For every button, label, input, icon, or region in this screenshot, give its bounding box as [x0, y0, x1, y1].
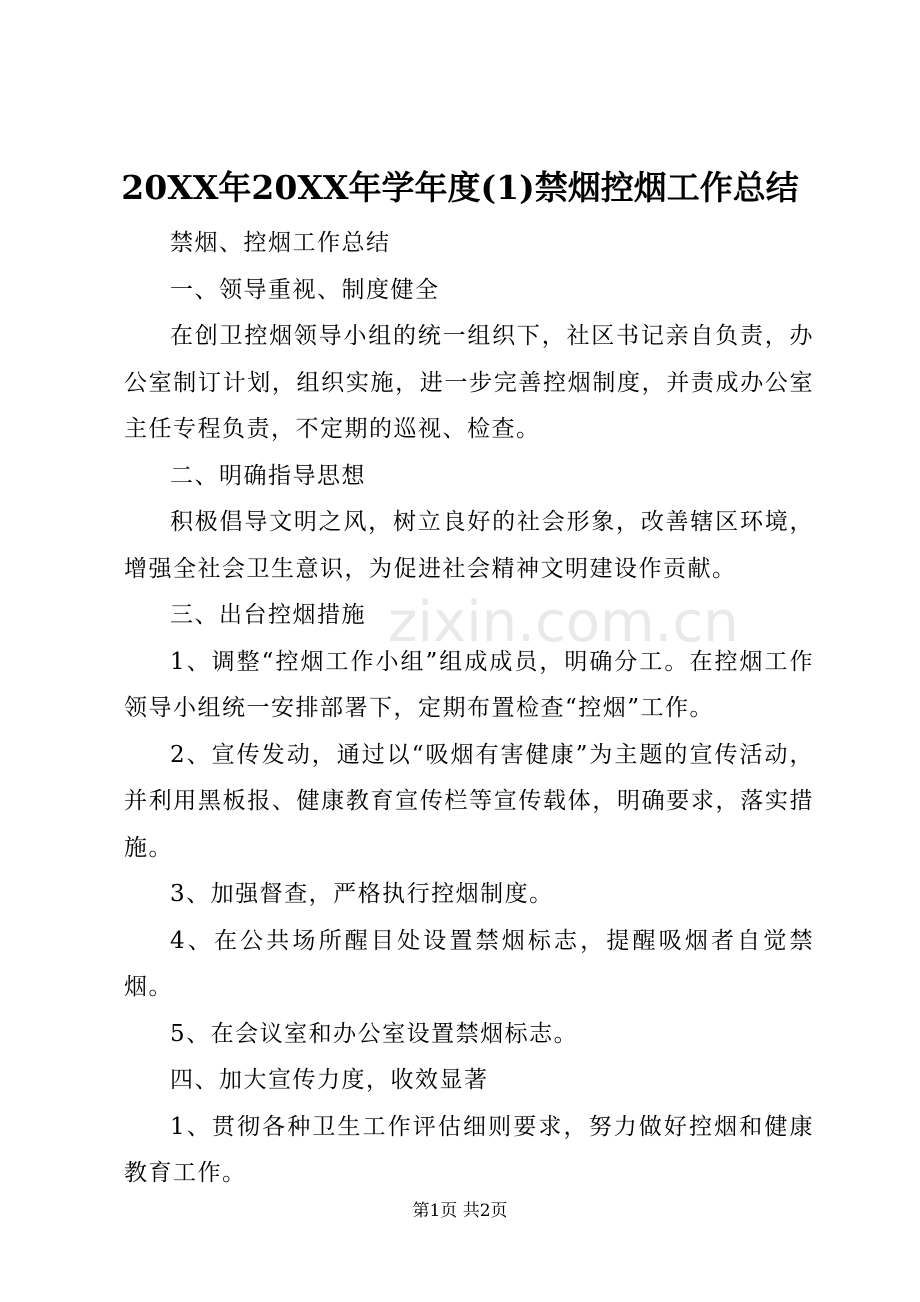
- paragraph: 积极倡导文明之风，树立良好的社会形象，改善辖区环境，增强全社会卫生意识，为促进社会精神文明建设作贡献。: [124, 509, 814, 582]
- list-item: 5、在会议室和办公室设置禁烟标志。: [170, 1020, 579, 1047]
- document-title: 20XX年20XX年学年度(1)禁烟控烟工作总结: [121, 168, 799, 207]
- list-item: 4、在公共场所醒目处设置禁烟标志，提醒吸烟者自觉禁烟。: [124, 927, 814, 1000]
- page-number-footer: 第1页 共2页: [412, 1201, 508, 1221]
- watermark-text: zixin.com.cn: [388, 590, 739, 655]
- section-heading-2: 二、明确指导思想: [170, 462, 366, 489]
- section-heading-1: 一、领导重视、制度健全: [170, 276, 440, 303]
- list-item: 1、贯彻各种卫生工作评估细则要求，努力做好控烟和健康教育工作。: [124, 1113, 814, 1186]
- document-body: [124, 220, 814, 1197]
- list-item: 2、宣传发动，通过以“吸烟有害健康”为主题的宣传活动，并利用黑板报、健康教育宣传栏等宣传载体，明确要求，落实措施。: [124, 741, 814, 861]
- list-item: 3、加强督查，严格执行控烟制度。: [170, 881, 554, 907]
- section-heading-4: 四、加大宣传力度，收效显著: [170, 1067, 489, 1093]
- paragraph: 在创卫控烟领导小组的统一组织下，社区书记亲自负责，办公室制订计划，组织实施，进一步完善控烟制度，并责成办公室主任专程负责，不定期的巡视、检查。: [124, 323, 814, 442]
- section-heading-3: 三、出台控烟措施: [170, 602, 366, 628]
- list-item: 1、调整“控烟工作小组”组成成员，明确分工。在控烟工作领导小组统一安排部署下，定期布置检查“控烟”工作。: [124, 648, 814, 721]
- paragraph-heading: 禁烟、控烟工作总结: [170, 230, 391, 256]
